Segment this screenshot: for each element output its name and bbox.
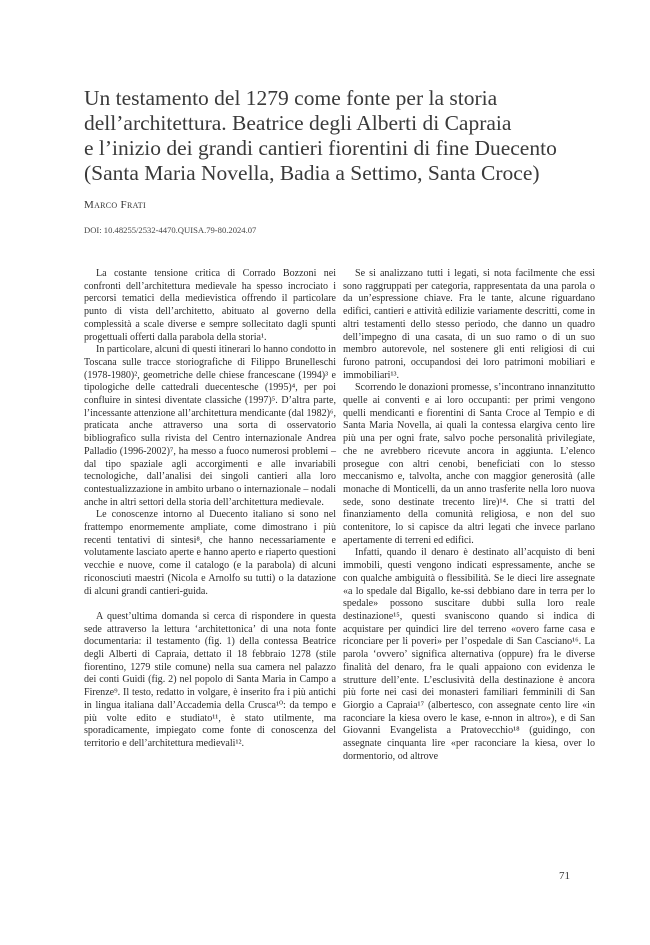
- author-name: Marco Frati: [84, 199, 146, 211]
- title-line: Un testamento del 1279 come fonte per la storia: [84, 86, 498, 110]
- paragraph: Se si analizzano tutti i legati, si nota facilmente che essi sono raggruppati per categoria, rappresentata da una parola o da un’espressione chiave. Fra le tante, alcune riguardano edifici, cantieri e attività edilizie variamente descritti, come in altri testamenti dello stesso periodo, che danno un quadro dell’impegno di una casata, di un suo ramo o di un suo membro autorevole, nel sostenere gli enti religiosi di cui furono patroni, occupandosi dei loro patrimoni mobiliari e immobiliari¹³.: [343, 268, 595, 381]
- right-column: [343, 268, 595, 763]
- paragraph: Scorrendo le donazioni promesse, s’incontrano innanzitutto quelle ai conventi e ai loro occupanti: per primi vengono quelli mendicanti e fiorentini di Santa Croce al Tempio e di Santa Maria Novella, ai quali la contessa elargiva cento lire più una per ogni frate, salvo poche personalità privilegiate, che ne avrebbero ricevute ancora in aggiunta. L’elenco prosegue con altri cenobi, beneficiati con lo stesso meccanismo e, talvolta, anche con maggior generosità (alle monache di Monticelli, da un anno trasferite nella loro nuova sede, sono destinate trecento lire)¹⁴. Che si tratti del finanziamento della comunità religiosa, e non del suo contenitore, lo si capisce da altri legati che invece parlano apertamente di terreni ed edifici.: [343, 382, 595, 546]
- paragraph: In particolare, alcuni di questi itinerari lo hanno condotto in Toscana sulle tracce storiografiche di Filippo Brunelleschi (1978-1980)², geometriche delle chiese francescane (1994)³ e tipologiche delle cattedrali duecentesche (1995)⁴, per poi confluire in sintesi diventate classiche (1997)⁵. D’altra parte, l’incessante attenzione all’architettura mendicante (dal 1982)⁶, praticata anche attraverso una sorta di osservatorio bibliografico sulla rivista del Centro internazionale Andrea Palladio (1996-2002)⁷, ha messo a fuoco numerosi problemi – dal tipo spaziale agli accorgimenti e alle invariabili tecnologiche, dall’analisi dei singoli cantieri alla loro contestualizzazione in ambito urbano o internazionale – nodali anche in altri settori della storia dell’architettura medievale.: [84, 344, 336, 508]
- page-number: 71: [559, 870, 570, 882]
- article-title: [84, 86, 604, 186]
- title-line: (Santa Maria Novella, Badia a Settimo, Santa Croce): [84, 161, 540, 185]
- left-column: [84, 268, 336, 751]
- title-line: dell’architettura. Beatrice degli Alberti di Capraia: [84, 111, 512, 135]
- paragraph: A quest’ultima domanda si cerca di rispondere in questa sede attraverso la lettura ‘architettonica’ di una nota fonte documentaria: il testamento (fig. 1) della contessa Beatrice degli Alberti di Capraia, dettato il 18 febbraio 1278 (stile fiorentino, 1279 stile comune) nella sua camera nel palazzo dei conti Guidi (fig. 2) nel popolo di Santa Maria in Campo a Firenze⁹. Il testo, redatto in volgare, è inserito fra i più antichi in lingua italiana dall’Accademia della Crusca¹⁰: da tempo e più volte edito e studiato¹¹, è stato utilmente, ma sporadicamente, impiegato come fonte di conoscenza del territorio e dell’architettura medievali¹².: [84, 610, 336, 749]
- doi-line: DOI: 10.48255/2532-4470.QUISA.79-80.2024.07: [84, 225, 257, 235]
- title-line: e l’inizio dei grandi cantieri fiorentini di fine Duecento: [84, 136, 557, 160]
- paragraph: Infatti, quando il denaro è destinato all’acquisto di beni immobili, questi vengono indicati espressamente, anche se con qualche ambiguità o flessibilità. Se le dieci lire assegnate «a lo spedale dal Bigallo, ke-ssi debbiano dare in terra per lo spedale» possono suscitare dubbi sulla loro reale destinazione¹⁵, questi svaniscono quando si indica di acquistare per quindici lire del terreno «overo farne casa e riconciare per li poveri» per l’ospedale di San Casciano¹⁶. La parola ‘ovvero’ significa alternativa (oppure) fra le diverse finalità del denaro, fra le quali appaiono con evidenza le strutture dell’ente. L’esclusività della destinazione è ancora più forte nei casi dei monasteri familiari femminili di San Giorgio a Capraia¹⁷ (albertesco, con assegnate cento lire «in raconciare la kiesa overo le kase, e-nnon in altro»), e di San Giovanni Evangelista a Pratovecchio¹⁸ (guidingo, con assegnate cinquanta lire «per raconciare la kiesa, over lo dormentorio, od altrove: [343, 547, 595, 762]
- paragraph: Le conoscenze intorno al Duecento italiano si sono nel frattempo enormemente ampliate, come dimostrano i più recenti tentativi di sintesi⁸, che hanno necessariamente e volutamente lasciato aperte e hanno aperto e riaperto questioni vecchie e nuove, come il catalogo (e la parabola) di alcuni riconosciuti maestri (Nicola e Arnolfo su tutti) o la datazione di alcuni grandi cantieri-guida.: [84, 509, 336, 597]
- paragraph: La costante tensione critica di Corrado Bozzoni nei confronti dell’architettura medievale ha spesso incrociato i percorsi tematici della medievistica offrendo il particolare punto di vista dell’architetto, abituato al governo della complessità a scale diverse e sempre sollecitato dagli spunti progettuali offerti dalla parabola della storia¹.: [84, 268, 336, 343]
